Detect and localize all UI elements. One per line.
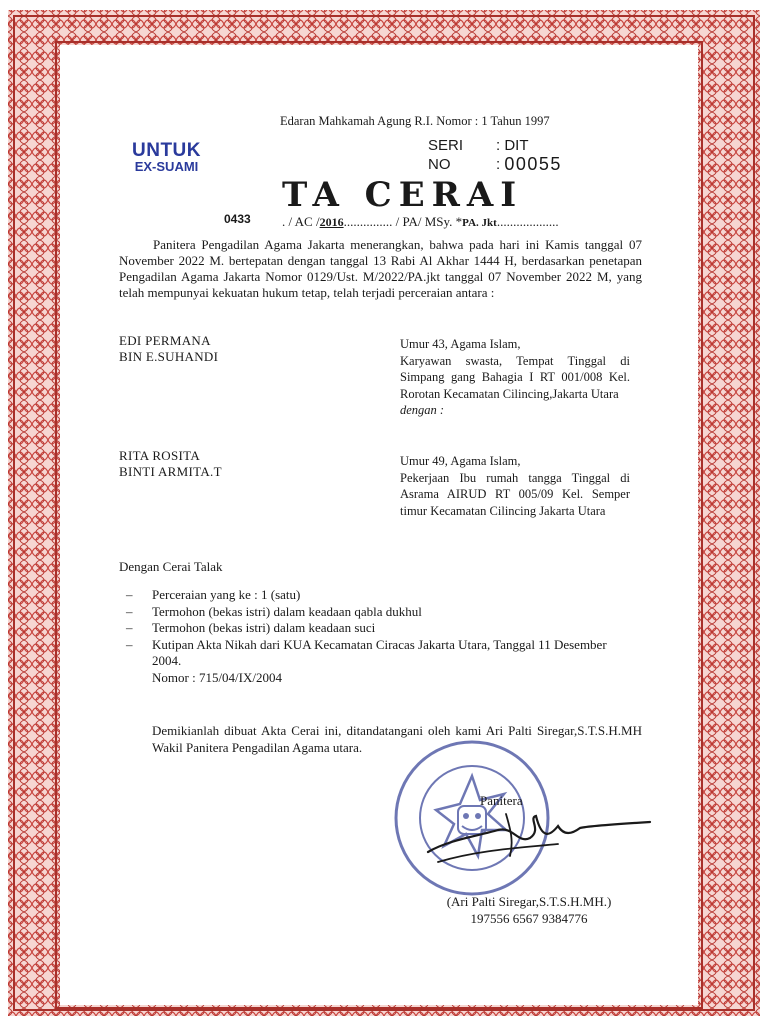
list-item: – Perceraian yang ke : 1 (satu)	[126, 587, 301, 602]
closing-statement: Demikianlah dibuat Akta Cerai ini, ditandatangani oleh kami Ari Palti Siregar,S.T.S.H.MH Wakil Panitera Pengadilan Agama utara.	[152, 723, 642, 755]
signatory-block	[424, 893, 634, 927]
party1-name	[119, 333, 218, 365]
nomor-dots-2: ...................	[496, 214, 559, 229]
handwritten-signature	[418, 800, 658, 870]
party1-occupation-address: Karyawan swasta, Tempat Tinggal di Simpang gang Bahagia I RT 001/008 Kel. Rorotan Kecamatan Cilincing,Jakarta Utara	[400, 353, 630, 401]
party1-connector: dengan :	[400, 403, 445, 417]
recipient-label	[132, 141, 201, 173]
ex-suami-text: EX-SUAMI	[134, 159, 199, 174]
serial-block	[428, 136, 562, 174]
party1-age-religion: Umur 43, Agama Islam,	[400, 337, 521, 351]
party1-details	[400, 336, 630, 419]
list-item: – Termohon (bekas istri) dalam keadaan suci	[126, 620, 376, 635]
registration-number-line	[282, 214, 622, 230]
document-title: TA CERAI	[282, 175, 524, 215]
untuk-text: UNTUK	[132, 140, 201, 161]
party2-name	[119, 448, 222, 480]
seri-value: : DIT	[496, 137, 529, 154]
signatory-nip: 197556 6567 9384776	[470, 911, 588, 926]
nomor-prefix: . / AC /	[282, 214, 320, 229]
no-colon: :	[496, 156, 505, 173]
signatory-role: Panitera	[480, 793, 523, 808]
seri-label: SERI	[428, 137, 464, 154]
nomor-dots-1: ...............	[343, 214, 393, 229]
list-item: – Termohon (bekas istri) dalam keadaan qabla dukhul	[126, 603, 422, 619]
regulation-reference: Edaran Mahkamah Agung R.I. Nomor : 1 Tahun 1997	[280, 114, 550, 128]
marriage-certificate-number: Nomor : 715/04/IX/2004	[152, 669, 282, 685]
serial-number: 00055	[504, 154, 562, 174]
divorce-details-list	[119, 587, 619, 686]
nomor-middle: / PA/ MSy. *	[392, 214, 463, 229]
party2-occupation-address: Pekerjaan Ibu rumah tangga Tinggal di Asrama AIRUD RT 005/09 Kel. Semper timur Kecamatan Cilincing Jakarta Utara	[400, 470, 630, 518]
opening-paragraph: Panitera Pengadilan Agama Jakarta menerangkan, bahwa pada hari ini Kamis tanggal 07 November 2022 M. bertepatan dengan tanggal 13 Rabi Al Akhar 1444 H, berdasarkan penetapan Pengadilan Agama Jakarta Nomor 0129/Ust. M/2022/PA.jkt tanggal 07 November 2022 M, yang telah mempunyai kekuatan hukum tetap, telah terjadi perceraian antara :	[119, 237, 642, 300]
party2-age-religion: Umur 49, Agama Islam,	[400, 454, 521, 468]
party2-details	[400, 453, 630, 519]
no-label: NO	[428, 156, 451, 173]
party1-name-line2: BIN E.SUHANDI	[119, 349, 219, 364]
party2-name-line1: RITA ROSITA	[119, 448, 201, 463]
list-item: – Kutipan Akta Nikah dari KUA Kecamatan Ciracas Jakarta Utara, Tanggal 11 Desember 2004. Nomor : 715/04/IX/2004	[119, 637, 619, 687]
party1-name-line1: EDI PERMANA	[119, 333, 211, 348]
nomor-court-code: PA. Jkt	[462, 217, 497, 229]
party2-name-line2: BINTI ARMITA.T	[119, 464, 222, 479]
certificate-number: 0433	[224, 212, 251, 226]
nomor-year: 2016	[319, 215, 344, 229]
divorce-type: Dengan Cerai Talak	[119, 559, 223, 574]
signatory-name: (Ari Palti Siregar,S.T.S.H.MH.)	[446, 894, 612, 909]
